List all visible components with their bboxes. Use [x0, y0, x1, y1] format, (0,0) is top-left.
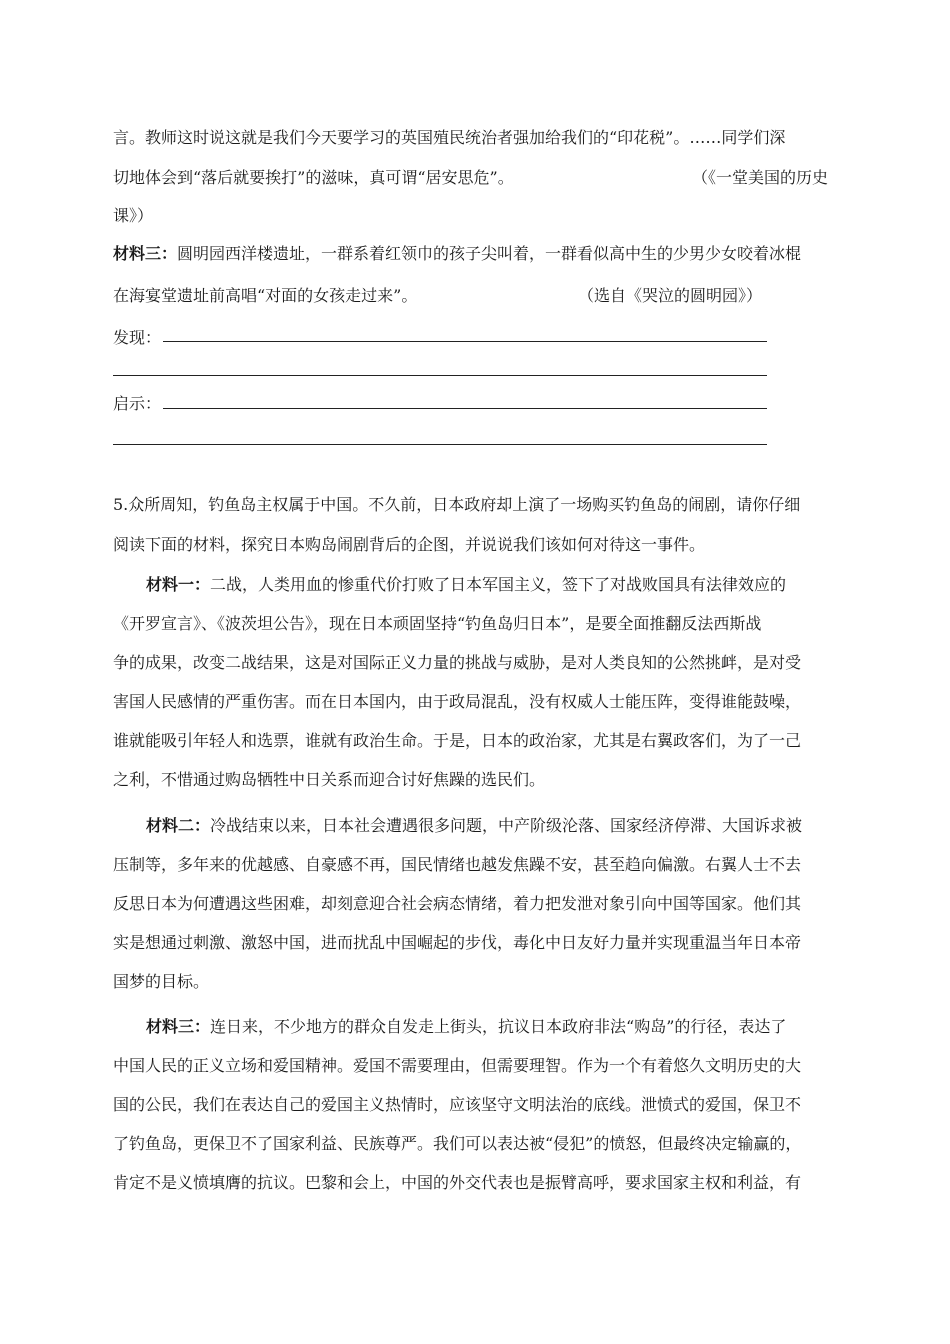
- faxian-answer-line-2[interactable]: [113, 375, 767, 376]
- q5-material-1: [146, 574, 786, 596]
- s4-m3-source: （选自《哭泣的圆明园》）: [578, 286, 763, 305]
- q5-m3-text-5: 肯定不是义愤填膺的抗议。巴黎和会上，中国的外交代表也是振臂高呼，要求国家主权和利益，有: [113, 1173, 802, 1192]
- q5-m1-text-1: 二战，人类用血的惨重代价打败了日本军国主义，签下了对战败国具有法律效应的: [210, 575, 787, 594]
- q5-material-2: [146, 815, 802, 837]
- q5-m1-text-5: 谁就能吸引年轻人和选票，谁就有政治生命。于是，日本的政治家，尤其是右翼政客们，为了一己: [113, 731, 802, 750]
- s4-material-3: [113, 243, 801, 265]
- q5-material-3: [146, 1016, 786, 1038]
- q5-m3-text-3: 国的公民，我们在表达自己的爱国主义热情时，应该坚守文明法治的底线。泄愤式的爱国，保卫不: [113, 1095, 802, 1114]
- s4-source-1: （《一堂美国的历史: [692, 168, 829, 187]
- s4-m3-text-1: 圆明园西洋楼遗址，一群系着红领巾的孩子尖叫着，一群看似高中生的少男少女咬着冰棍: [177, 244, 802, 263]
- qishi-label: 启示：: [113, 394, 162, 413]
- q5-m3-text-4: 了钓鱼岛，更保卫不了国家利益、民族尊严。我们可以表达被“侵犯”的愤怒，但最终决定输赢的，: [113, 1134, 802, 1153]
- q5-m3-text-1: 连日来，不少地方的群众自发走上街头，抗议日本政府非法“购岛”的行径，表达了: [210, 1017, 787, 1036]
- s4-m3-text-2: 在海宴堂遗址前高唱“对面的女孩走过来”。: [113, 286, 418, 305]
- qishi-answer-line-1[interactable]: [163, 408, 767, 409]
- s4-line-2: 切地体会到“落后就要挨打”的滋味，真可谓“居安思危”。: [113, 168, 514, 187]
- q5-line-2: 阅读下面的材料，探究日本购岛闹剧背后的企图，并说说我们该如何对待这一事件。: [113, 535, 706, 554]
- s4-line-3: 课》）: [113, 206, 154, 225]
- qishi-answer-line-2[interactable]: [113, 444, 767, 445]
- q5-m2-text-5: 国梦的目标。: [113, 972, 210, 991]
- q5-m3-text-2: 中国人民的正义立场和爱国精神。爱国不需要理由，但需要理智。作为一个有着悠久文明历史的大: [113, 1056, 802, 1075]
- q5-m1-text-6: 之利，不惜通过购岛牺牲中日关系而迎合讨好焦躁的选民们。: [113, 770, 546, 789]
- q5-line-1: 5.众所周知，钓鱼岛主权属于中国。不久前，日本政府却上演了一场购买钓鱼岛的闹剧，请你仔细: [113, 495, 801, 514]
- q5-m3-label: 材料三：: [146, 1017, 211, 1036]
- faxian-label: 发现：: [113, 328, 162, 347]
- q5-m2-text-4: 实是想通过刺激、激怒中国，进而扰乱中国崛起的步伐，毒化中日友好力量并实现重温当年日本帝: [113, 933, 802, 952]
- q5-m1-label: 材料一：: [146, 575, 211, 594]
- q5-m1-text-3: 争的成果，改变二战结果，这是对国际正义力量的挑战与威胁，是对人类良知的公然挑衅，是对受: [113, 653, 802, 672]
- q5-m2-text-2: 压制等，多年来的优越感、自豪感不再，国民情绪也越发焦躁不安，甚至趋向偏激。右翼人士不去: [113, 855, 802, 874]
- s4-m3-label: 材料三：: [113, 244, 178, 263]
- faxian-answer-line-1[interactable]: [163, 341, 767, 342]
- q5-m2-text-3: 反思日本为何遭遇这些困难，却刻意迎合社会病态情绪，着力把发泄对象引向中国等国家。他们其: [113, 894, 802, 913]
- s4-line-1: 言。教师这时说这就是我们今天要学习的英国殖民统治者强加给我们的“印花税”。……同学们深: [113, 128, 786, 147]
- q5-m2-label: 材料二：: [146, 816, 211, 835]
- q5-m1-text-4: 害国人民感情的严重伤害。而在日本国内，由于政局混乱，没有权威人士能压阵，变得谁能鼓噪，: [113, 692, 802, 711]
- q5-m1-text-2: 《开罗宣言》、《波茨坦公告》，现在日本顽固坚持“钓鱼岛归日本”，是要全面推翻反法西斯战: [113, 614, 762, 633]
- q5-m2-text-1: 冷战结束以来，日本社会遭遇很多问题，中产阶级沦落、国家经济停滞、大国诉求被: [210, 816, 803, 835]
